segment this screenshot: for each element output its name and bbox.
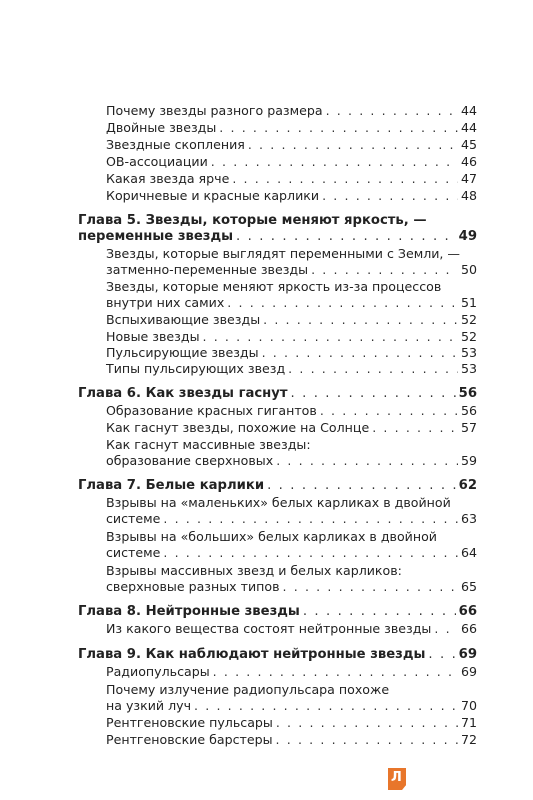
toc-page-number: 56 [458,386,477,401]
toc-entry [106,345,477,361]
dot-leader [283,579,458,595]
toc-page-number: 62 [458,478,477,493]
toc-entry-title: Почему излучение радиопульсара похоже [106,682,390,697]
toc-entry [106,529,477,545]
dot-leader [291,386,456,402]
dot-leader [434,621,458,637]
toc-entry-title: Взрывы на «больших» белых карликах в двойной [106,529,437,544]
toc-entry [106,262,477,278]
toc-entry [106,563,477,579]
toc-entry [106,361,477,377]
toc-entry [106,698,477,714]
toc-page-number: 64 [460,545,477,560]
toc-entry-title: Звезды, которые меняют яркость из-за процессов [106,279,442,294]
toc-entry [106,329,477,345]
toc-page-number: 57 [460,420,477,435]
dot-leader [303,604,456,620]
toc-page-number: 63 [460,511,477,526]
toc-entry-title: Вспыхивающие звезды [106,312,261,327]
toc-page-number: 59 [460,453,477,468]
toc-entry-title: системе [106,511,161,526]
toc-page-number: 44 [460,120,477,135]
litres-logo-icon [388,768,406,790]
chapter-heading [78,229,477,245]
dot-leader [322,188,458,204]
toc-entry [106,154,477,170]
dot-leader [203,329,458,345]
toc-entry [106,171,477,187]
toc-entry [106,453,477,469]
toc-entry [106,545,477,561]
toc-entry-title: системе [106,545,161,560]
dot-leader [288,361,458,377]
toc-page-number: 46 [460,154,477,169]
toc-entry [106,279,477,295]
toc-page-number: 48 [460,188,477,203]
toc-page-number: 66 [460,621,477,636]
toc-entry-title: Двойные звезды [106,120,217,135]
toc-page-number: 66 [458,604,477,619]
toc-entry-title: Новые звезды [106,329,200,344]
toc-entry [106,403,477,419]
toc-page-number: 65 [460,579,477,594]
dot-leader [163,545,458,561]
chapter-heading [78,213,477,229]
toc-entry-title: на узкий луч [106,698,192,713]
toc-entry-title: внутри них самих [106,295,225,310]
toc-page-number: 52 [460,329,477,344]
toc-page-number: 53 [460,361,477,376]
toc-entry-title: Из какого вещества состоят нейтронные звезды [106,621,432,636]
toc-entry-title: Как гаснут звезды, похожие на Солнце [106,420,370,435]
dot-leader [236,229,456,245]
toc-page-number: 72 [460,732,477,747]
toc-page-number: 44 [460,103,477,118]
toc-entry [106,103,477,119]
toc-entry [106,715,477,731]
toc-entry [106,579,477,595]
toc-entry [106,295,477,311]
toc-entry [106,495,477,511]
toc-entry [106,120,477,136]
toc-page-number: 52 [460,312,477,327]
dot-leader [263,312,458,328]
toc-entry-title: Радиопульсары [106,664,210,679]
toc-entry-title: Как гаснут массивные звезды: [106,437,311,452]
toc-entry-title: сверхновые разных типов [106,579,280,594]
toc-page-number: 70 [460,698,477,713]
toc-entry [106,246,477,262]
toc-entry [106,732,477,748]
toc-entry-title: Рентгеновские пульсары [106,715,273,730]
toc-page-number: 56 [460,403,477,418]
dot-leader [276,732,458,748]
toc-entry-title: образование сверхновых [106,453,274,468]
toc-entry [106,664,477,680]
chapter-title: переменные звезды [78,229,234,244]
toc-entry-title: Рентгеновские барстеры [106,732,273,747]
chapter-heading [78,386,477,402]
chapter-title: Глава 5. Звезды, которые меняют яркость, — [78,213,427,228]
dot-leader [213,664,458,680]
dot-leader [267,478,456,494]
dot-leader [211,154,458,170]
toc-entry-title: Звездные скопления [106,137,245,152]
toc-entry [106,420,477,436]
dot-leader [428,647,455,663]
toc-page-number: 45 [460,137,477,152]
toc-entry-title: Взрывы на «маленьких» белых карликах в двойной [106,495,451,510]
dot-leader [219,120,458,136]
dot-leader [194,698,458,714]
toc-entry [106,437,477,453]
dot-leader [227,295,458,311]
chapter-title: Глава 9. Как наблюдают нейтронные звезды [78,647,426,662]
chapter-title: Глава 7. Белые карлики [78,478,265,493]
toc-entry-title: ОВ-ассоциации [106,154,208,169]
dot-leader [372,420,458,436]
dot-leader [320,403,458,419]
chapter-title: Глава 8. Нейтронные звезды [78,604,300,619]
toc-entry [106,682,477,698]
toc-entry [106,188,477,204]
toc-entry-title: Взрывы массивных звезд и белых карликов: [106,563,402,578]
toc-page-number: 51 [460,295,477,310]
toc-entry [106,511,477,527]
dot-leader [248,137,458,153]
toc-entry [106,621,477,637]
toc-page-number: 69 [460,664,477,679]
dot-leader [163,511,458,527]
dot-leader [276,715,458,731]
dot-leader [276,453,458,469]
toc-entry [106,137,477,153]
toc-page-number: 71 [460,715,477,730]
dot-leader [262,345,458,361]
toc-page-number: 49 [458,229,477,244]
toc-page-number: 50 [460,262,477,277]
toc-entry-title: Типы пульсирующих звезд [106,361,286,376]
chapter-heading [78,478,477,494]
toc-page-number: 47 [460,171,477,186]
dot-leader [232,171,458,187]
dot-leader [311,262,458,278]
chapter-heading [78,647,477,663]
toc-page-number: 53 [460,345,477,360]
chapter-title: Глава 6. Как звезды гаснут [78,386,288,401]
dot-leader [326,103,458,119]
chapter-heading [78,604,477,620]
toc-entry-title: Коричневые и красные карлики [106,188,320,203]
toc-page-number: 69 [458,647,477,662]
toc-entry-title: Образование красных гигантов [106,403,317,418]
toc-entry-title: Звезды, которые выглядят переменными с Земли, — [106,246,461,261]
toc-entry-title: Почему звезды разного размера [106,103,323,118]
toc-entry-title: Какая звезда ярче [106,171,230,186]
toc-entry [106,312,477,328]
toc-entry-title: Пульсирующие звезды [106,345,259,360]
toc-entry-title: затменно-переменные звезды [106,262,309,277]
